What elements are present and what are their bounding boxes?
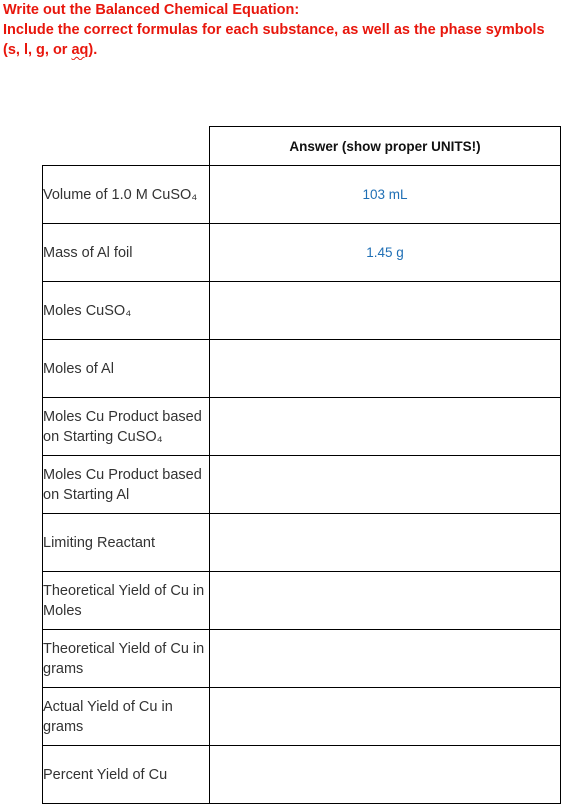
answer-cell[interactable] — [210, 688, 561, 746]
row-label: Moles Cu Product based on Starting Al — [43, 466, 202, 503]
answer-cell[interactable]: 103 mL — [210, 166, 561, 224]
instructions-line-3 — [3, 40, 588, 60]
row-label-cell — [43, 572, 210, 630]
table-row — [43, 282, 561, 340]
row-label: Volume of 1.0 M CuSO₄ — [43, 186, 198, 203]
table-row — [43, 456, 561, 514]
answer-cell[interactable] — [210, 456, 561, 514]
table-row — [43, 224, 561, 282]
answer-cell[interactable] — [210, 630, 561, 688]
row-label-cell — [43, 746, 210, 804]
phase-symbols-suffix: ). — [88, 42, 98, 58]
row-label-cell — [43, 224, 210, 282]
table-row — [43, 746, 561, 804]
row-label-cell — [43, 398, 210, 456]
row-label-cell — [43, 514, 210, 572]
table-row — [43, 340, 561, 398]
table-row — [43, 514, 561, 572]
answer-cell[interactable] — [210, 746, 561, 804]
phase-symbols-prefix: (s, l, g, or — [3, 42, 72, 58]
answer-cell[interactable] — [210, 282, 561, 340]
row-label-cell — [43, 456, 210, 514]
results-table — [42, 126, 561, 804]
row-label: Theoretical Yield of Cu in grams — [43, 640, 205, 677]
blank-corner-cell — [43, 127, 210, 166]
instructions-heading — [3, 0, 588, 60]
row-label: Moles Cu Product based on Starting CuSO₄ — [43, 408, 202, 445]
row-label: Mass of Al foil — [43, 244, 133, 261]
row-label-cell — [43, 282, 210, 340]
row-label: Moles CuSO₄ — [43, 302, 132, 319]
answer-cell[interactable] — [210, 572, 561, 630]
answer-cell[interactable] — [210, 340, 561, 398]
row-label: Limiting Reactant — [43, 534, 156, 551]
row-label: Percent Yield of Cu — [43, 766, 168, 783]
table-row — [43, 688, 561, 746]
table-row — [43, 166, 561, 224]
row-label-cell — [43, 688, 210, 746]
row-label: Theoretical Yield of Cu in Moles — [43, 582, 205, 619]
table-row — [43, 630, 561, 688]
table-row — [43, 398, 561, 456]
answer-cell[interactable] — [210, 514, 561, 572]
instructions-line-1: Write out the Balanced Chemical Equation: — [3, 2, 300, 18]
answer-column-header: Answer (show proper UNITS!) — [210, 127, 561, 166]
table-body — [43, 166, 561, 804]
instructions-line-2: Include the correct formulas for each substance, as well as the phase symbols — [3, 22, 545, 38]
row-label-cell — [43, 340, 210, 398]
answer-cell[interactable]: 1.45 g — [210, 224, 561, 282]
spellcheck-underlined-word[interactable]: aq — [71, 42, 89, 58]
row-label-cell — [43, 630, 210, 688]
table-header-row — [43, 127, 561, 166]
answer-cell[interactable] — [210, 398, 561, 456]
table-row — [43, 572, 561, 630]
row-label: Actual Yield of Cu in grams — [43, 698, 173, 735]
row-label: Moles of Al — [43, 360, 114, 377]
row-label-cell — [43, 166, 210, 224]
